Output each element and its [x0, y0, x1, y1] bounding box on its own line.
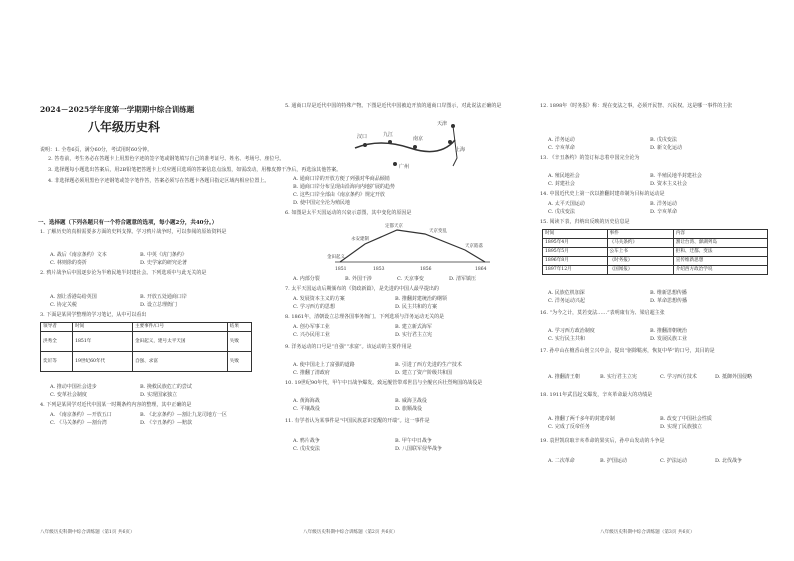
q8-option-d: D. 实行君主立宪 — [395, 332, 433, 338]
q14-option-a: A. 太平天国运动 — [548, 201, 585, 207]
table-cell: 《国闻报》 — [607, 266, 673, 275]
map-label: 上海 — [455, 147, 466, 153]
port-marker — [363, 143, 367, 147]
treaty-ports-map — [335, 118, 475, 170]
q6-option-c: C. 天京事变 — [397, 276, 424, 282]
chart-label: 永安建制 — [351, 237, 369, 242]
coast-line — [453, 126, 457, 166]
q16-option-c: C. 实行民主共和 — [548, 336, 585, 342]
q6-option-b: B. 外国干涉 — [345, 276, 372, 282]
q14-option-d: D. 辛亥革命 — [650, 209, 678, 215]
table-cell: 1895年4月 — [543, 239, 608, 248]
q5-option-a: A. 通商口岸的开放方便了列强对华商品倾销 — [293, 176, 390, 182]
q8-option-a: A. 创办军事工业 — [293, 324, 330, 330]
q15-option-c: C. 洋务运动兴起 — [548, 298, 585, 304]
table-header-cell: 结果 — [227, 323, 251, 332]
table-row — [543, 266, 768, 275]
table-cell: 介绍西方政治学说 — [673, 266, 767, 275]
q19-option-d: D. 北伐战争 — [715, 458, 743, 464]
q19-option-c: C. 护法运动 — [660, 458, 687, 464]
taiping-rise-fall-chart — [325, 220, 495, 272]
q15-option-d: D. 革命思想传播 — [650, 298, 688, 304]
q14-option-c: C. 戊戌变法 — [548, 209, 575, 215]
q16-option-d: D. 发展民族工业 — [650, 336, 688, 342]
q4-option-b: B. 《北京条约》—割让九龙司地方一区 — [140, 412, 227, 418]
q12-option-d: D. 新文化运动 — [650, 145, 683, 151]
map-label: 广州 — [399, 164, 410, 170]
q12-option-a: A. 洋务运动 — [548, 137, 575, 143]
port-marker — [388, 140, 392, 144]
river-line — [355, 140, 455, 152]
q19-option-a: A. 二次革命 — [548, 458, 575, 464]
q18-option-a: A. 推翻了两千多年的封建帝制 — [548, 416, 615, 422]
exam-page-2 — [265, 0, 529, 561]
table-cell: 割让台湾、澎湖列岛 — [673, 239, 767, 248]
port-marker — [448, 140, 452, 144]
q2-option-a: A. 割让香港岛给英国 — [50, 294, 97, 300]
q8-option-b: B. 建立新式海军 — [395, 324, 432, 330]
q3-option-d: D. 实现国家独立 — [140, 392, 178, 398]
q15-option-b: B. 维新思想传播 — [650, 290, 687, 296]
question-17: 17. 孙中山在檀香山创立兴中会，提出“驱除鞑虏，恢复中华”的口号，其目的是 — [540, 348, 715, 354]
q14-option-b: B. 洋务运动 — [650, 201, 677, 207]
q11-option-a: A. 鸦片战争 — [293, 438, 320, 444]
q1-option-b: B. 中英《虎门条约》 — [140, 252, 187, 258]
q4-option-d: D. 《辛丑条约》—赔款 — [140, 420, 193, 426]
port-marker — [413, 145, 417, 149]
table-header-cell: 事件 — [607, 230, 673, 239]
question-15: 15. 阅读下表，归纳出反映的历史信息是 — [540, 219, 630, 225]
port-marker — [393, 162, 397, 166]
exam-page-3 — [530, 0, 794, 561]
question-13: 13. 《辛丑条约》的签订标志着中国完全沦为 — [540, 155, 640, 161]
q7-option-b: B. 推翻封建统治的纲领 — [395, 296, 447, 302]
q2-option-d: D. 设立总理衙门 — [140, 302, 178, 308]
table-cell: 《马关条约》 — [607, 239, 673, 248]
q1-option-c: C. 林则徐的奏折 — [50, 260, 87, 266]
table-header-cell: 主要事件/口号 — [132, 323, 227, 332]
q16-option-b: B. 推翻清朝统治 — [650, 328, 687, 334]
question-3: 3. 下面是某同学整理的学习笔记，从中可以看出 — [40, 312, 147, 318]
q9-option-a: A. 使中国走上了富强的道路 — [293, 362, 355, 368]
q13-option-a: A. 殖民地社会 — [548, 173, 580, 179]
table-cell: 1851年 — [73, 332, 133, 352]
chart-label: 金田起义 — [327, 255, 345, 260]
chart-year: 1864 — [475, 267, 487, 272]
question-16: 16. “为今之计，莫若变法……”表明康有为、梁启超主张 — [540, 310, 665, 316]
q15-table — [542, 229, 768, 275]
q10-option-b: B. 威海卫战役 — [395, 398, 427, 404]
q6-option-a: A. 内部分裂 — [293, 276, 320, 282]
chart-label: 天京陷落 — [465, 244, 483, 249]
q5-option-d: D. 使中国完全沦为殖民地 — [293, 200, 351, 206]
q18-option-c: C. 完成了反帝任务 — [548, 424, 590, 430]
q4-option-a: A. 《南京条约》—开放五口 — [50, 412, 112, 418]
table-header-cell: 内容 — [673, 230, 767, 239]
q11-option-b: B. 甲午中日战争 — [395, 438, 432, 444]
exam-note-2: 2. 答卷前，考生务必在答题卡上用黑色字迹的签字笔或钢笔填写自己的准考证号、姓名、考场号、座位号。 — [48, 156, 285, 162]
exam-note-4: 4. 非选择题必须用黑色字迹钢笔或签字笔作答，答案必须写在答题卡各题目指定区域内相应位置上。 — [48, 178, 270, 184]
q7-option-a: A. 发展资本主义的方案 — [293, 296, 345, 302]
q17-option-b: B. 实行君主立宪 — [600, 374, 637, 380]
chart-trend-line — [340, 230, 485, 262]
question-11: 11. 有学者认为某事件是“中国民族意识觉醒的开端”。这一事件是 — [285, 418, 430, 424]
exam-note-3: 3. 选择题每小题选出答案后，用2B铅笔把答题卡上对应题目选项的答案信息点涂黑，如需改动，用橡皮擦干净后，再选涂其他答案。 — [48, 167, 342, 173]
chart-year: 1856 — [420, 267, 432, 272]
q10-option-a: A. 黄海海战 — [293, 398, 320, 404]
q3-option-a: A. 推动中国社会进步 — [50, 384, 97, 390]
question-9: 9. 洋务运动的口号是“自强”“求富”。该运动的主要作用是 — [285, 344, 412, 350]
table-row — [543, 257, 768, 266]
table-cell: 公车上书 — [607, 248, 673, 257]
q12-option-b: B. 戊戌变法 — [650, 137, 677, 143]
port-marker — [451, 124, 455, 128]
question-18: 18. 1911年武昌起义爆发，辛亥革命最大的功绩是 — [540, 392, 653, 398]
q5-option-c: C. 这些口岸全部由《南京条约》规定开放 — [293, 192, 385, 198]
map-label: 天津 — [437, 121, 448, 127]
q10-option-c: C. 平壤战役 — [293, 406, 320, 412]
q9-option-b: B. 引进了西方先进的生产技术 — [395, 362, 462, 368]
table-header-cell: 时间 — [543, 230, 608, 239]
table-row — [543, 248, 768, 257]
exam-subject: 八年级历史科 — [88, 120, 161, 134]
table-cell: 1896年8月 — [543, 257, 608, 266]
map-label: 九江 — [383, 132, 394, 138]
q3-option-c: C. 变革社会制度 — [50, 392, 87, 398]
table-cell: 拒和、迁都、变法 — [673, 248, 767, 257]
page-footer: 八年级历史科期中综合训练题（第2页 共6页） — [303, 530, 398, 535]
q8-option-c: C. 兴办民用工业 — [293, 332, 330, 338]
table-cell: 19世纪60年代 — [73, 352, 133, 372]
map-label: 南京 — [413, 136, 424, 142]
q9-option-d: D. 建立了资产阶级共和国 — [395, 370, 453, 376]
map-label: 汉口 — [357, 134, 368, 140]
chart-label: 天京变乱 — [429, 229, 447, 234]
table-header-row — [41, 323, 252, 332]
question-12: 12. 1898年《时务报》称：现在变法之事，必须开民智、兴民权。这是哪一事件的主张 — [540, 103, 733, 109]
q11-option-d: D. 八国联军侵华战争 — [395, 446, 443, 452]
question-4: 4. 下列是某同学对近代中国某一时期条约内容的整理，其中正确的是 — [40, 402, 192, 408]
table-cell: 《时务报》 — [607, 257, 673, 266]
q1-option-a: A. 战后《南京条约》文本 — [50, 252, 107, 258]
q15-option-a: A. 民族危机加深 — [548, 290, 585, 296]
q2-option-c: C. 协定关税 — [50, 302, 77, 308]
page-footer: 八年级历史科期中综合训练题（第3页 共6页） — [600, 530, 695, 535]
q7-option-c: C. 学习西方的思想 — [293, 304, 335, 310]
q9-option-c: C. 推翻了清政府 — [293, 370, 330, 376]
q19-option-b: B. 护国运动 — [600, 458, 627, 464]
question-5: 5. 通商口岸是近代中国的特殊产物。下图是近代中国被迫开放的通商口岸图示，对此说法正确的是 — [285, 103, 502, 109]
q2-option-b: B. 开放五处通商口岸 — [140, 294, 187, 300]
q4-option-c: C. 《马关条约》—割台湾 — [50, 420, 107, 426]
chart-label: 定都天京 — [385, 224, 403, 229]
q3-option-b: B. 挽救民族危亡的尝试 — [140, 384, 192, 390]
q16-option-a: A. 学习西方政治制度 — [548, 328, 595, 334]
table-cell: 金田起义，建号太平天国 — [132, 332, 227, 352]
table-row — [41, 352, 252, 372]
q13-option-b: B. 半殖民地半封建社会 — [650, 173, 702, 179]
q18-option-b: B. 改变了中国社会性质 — [660, 416, 712, 422]
q10-option-d: D. 旅顺战役 — [395, 406, 423, 412]
q13-option-d: D. 资本主义社会 — [650, 181, 688, 187]
exam-title: 2024－2025学年度第一学期期中综合训练题 — [40, 105, 195, 114]
table-header-cell: 领导者 — [41, 323, 73, 332]
chart-year: 1853 — [373, 267, 385, 272]
page-footer: 八年级历史科期中综合训练题（第1页 共6页） — [40, 530, 135, 535]
q7-option-d: D. 民主共和的方案 — [395, 304, 438, 310]
table-cell: 奕䜣等 — [41, 352, 73, 372]
section-heading: 一、选择题（下列各题只有一个符合题意的选项，每小题2分，共40分。） — [38, 220, 218, 226]
q3-table — [40, 322, 252, 372]
table-header-row — [543, 230, 768, 239]
q17-option-a: A. 推翻清王朝 — [548, 374, 580, 380]
table-cell: 失败 — [227, 352, 251, 372]
question-6: 6. 如图是太平天国运动的兴衰示意图，其中变化的原因是 — [285, 210, 412, 216]
table-row — [41, 332, 252, 352]
question-10: 10. 19世纪90年代，甲午中日战争爆发。致远舰管带邓世昌与全舰官兵壮烈殉国的战役是 — [285, 380, 483, 386]
table-cell: 失败 — [227, 332, 251, 352]
q11-option-c: C. 戊戌变法 — [293, 446, 320, 452]
q1-option-d: D. 史学家的研究论著 — [140, 260, 188, 266]
table-cell: 1895年5月 — [543, 248, 608, 257]
question-1: 1. 了解历史的真相需要多方面的史料支撑。学习鸦片战争时，可以参阅的原始资料是 — [40, 229, 227, 235]
table-row — [543, 239, 768, 248]
q13-option-c: C. 封建社会 — [548, 181, 575, 187]
question-7: 7. 太平天国运动后期颁布的《资政新篇》，是先进的中国人最早提出的 — [285, 286, 439, 292]
q17-option-c: C. 学习西方技术 — [660, 374, 697, 380]
question-19: 19. 袁世凯窃取辛亥革命的果实后，孙中山发动的斗争是 — [540, 438, 665, 444]
q5-option-b: B. 通商口岸分布呈现由沿海向内地扩展的趋势 — [293, 184, 395, 190]
question-14: 14. 中国近代史上第一次以推翻封建帝制为目标的运动是 — [540, 191, 665, 197]
table-cell: 自强、求富 — [132, 352, 227, 372]
q6-option-d: D. 清军镇压 — [449, 276, 477, 282]
table-cell: 洪秀全 — [41, 332, 73, 352]
q18-option-d: D. 实现了民族独立 — [660, 424, 703, 430]
q17-option-d: D. 抵御外国侵略 — [715, 374, 753, 380]
table-header-cell: 时间 — [73, 323, 133, 332]
table-cell: 1897年12月 — [543, 266, 608, 275]
exam-note: 说明：1. 全卷6页，满分60分，考试用时60分钟。 — [40, 147, 153, 153]
q12-option-c: C. 辛亥革命 — [548, 145, 575, 151]
question-2: 2. 鸦片战争后中国逐步沦为半殖民地半封建社会。下列选项中与此无关的是 — [40, 270, 207, 276]
table-cell: 宣传维新思想 — [673, 257, 767, 266]
chart-year: 1851 — [335, 267, 347, 272]
question-8: 8. 1861年，清朝设立总理各国事务衙门。下列选项与洋务运动无关的是 — [285, 314, 445, 320]
